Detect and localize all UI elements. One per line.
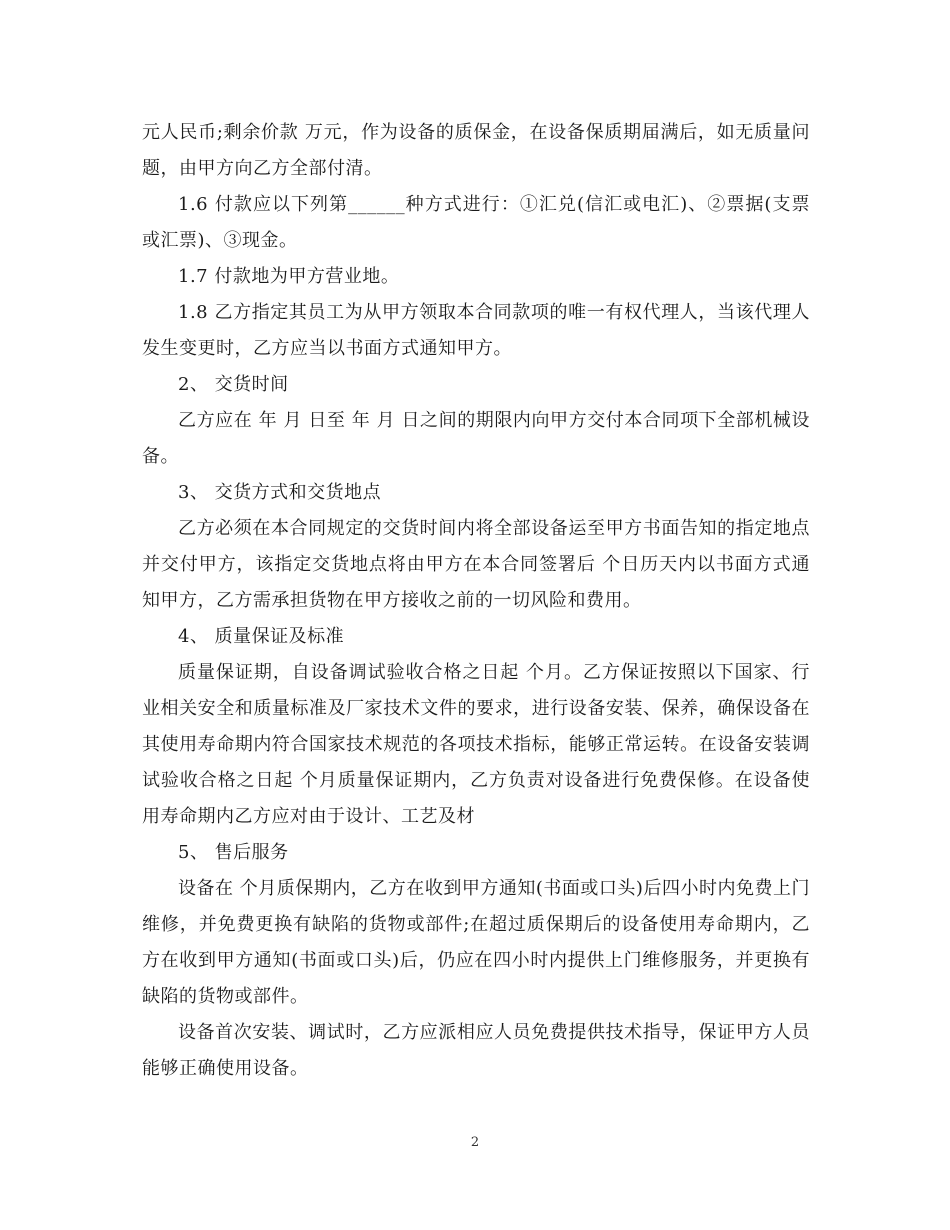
paragraph-delivery-method-place: 乙方必须在本合同规定的交货时间内将全部设备运至甲方书面告知的指定地点并交付甲方，该指定交货地点将由甲方在本合同签署后 个日历天内以书面方式通知甲方，乙方需承担货物在甲方接收之前的一切风险和费用。	[142, 518, 810, 611]
paragraph-1-7-payment-place: 1.7 付款地为甲方营业地。	[178, 266, 400, 287]
paragraph-installation-guidance: 设备首次安装、调试时，乙方应派相应人员免费提供技术指导，保证甲方人员能够正确使用设备。	[142, 1022, 810, 1079]
paragraph-1-8-agent: 1.8 乙方指定其员工为从甲方领取本合同款项的唯一有权代理人，当该代理人发生变更时，乙方应当以书面方式通知甲方。	[142, 302, 810, 359]
paragraph-1-6-payment-method: 1.6 付款应以下列第______种方式进行：①汇兑(信汇或电汇)、②票据(支票或汇票)、③现金。	[142, 194, 810, 251]
paragraph-delivery-time: 乙方应在 年 月 日至 年 月 日之间的期限内向甲方交付本合同项下全部机械设备。	[142, 410, 810, 467]
heading-after-sales-service: 5、 售后服务	[178, 842, 289, 863]
paragraph-after-sales-service: 设备在 个月质保期内，乙方在收到甲方通知(书面或口头)后四小时内免费上门维修，并免费更换有缺陷的货物或部件;在超过质保期后的设备使用寿命期内，乙方在收到甲方通知(书面或口头)后，仍应在四小时内提供上门维修服务，并更换有缺陷的货物或部件。	[142, 878, 810, 1007]
heading-quality-assurance: 4、 质量保证及标准	[178, 626, 345, 647]
document-body	[142, 115, 810, 1087]
page-number: 2	[470, 1135, 480, 1150]
heading-delivery-time: 2、 交货时间	[178, 374, 289, 395]
paragraph-payment-balance: 元人民币;剩余价款 万元，作为设备的质保金，在设备保质期届满后，如无质量问题，由甲方向乙方全部付清。	[142, 122, 810, 179]
heading-delivery-method-place: 3、 交货方式和交货地点	[178, 482, 382, 503]
paragraph-quality-assurance: 质量保证期，自设备调试验收合格之日起 个月。乙方保证按照以下国家、行业相关安全和质量标准及厂家技术文件的要求，进行设备安装、保养，确保设备在其使用寿命期内符合国家技术规范的各项技术指标，能够正常运转。在设备安装调试验收合格之日起 个月质量保证期内，乙方负责对设备进行免费保修。在设备使用寿命期内乙方应对由于设计、工艺及材	[142, 662, 810, 827]
